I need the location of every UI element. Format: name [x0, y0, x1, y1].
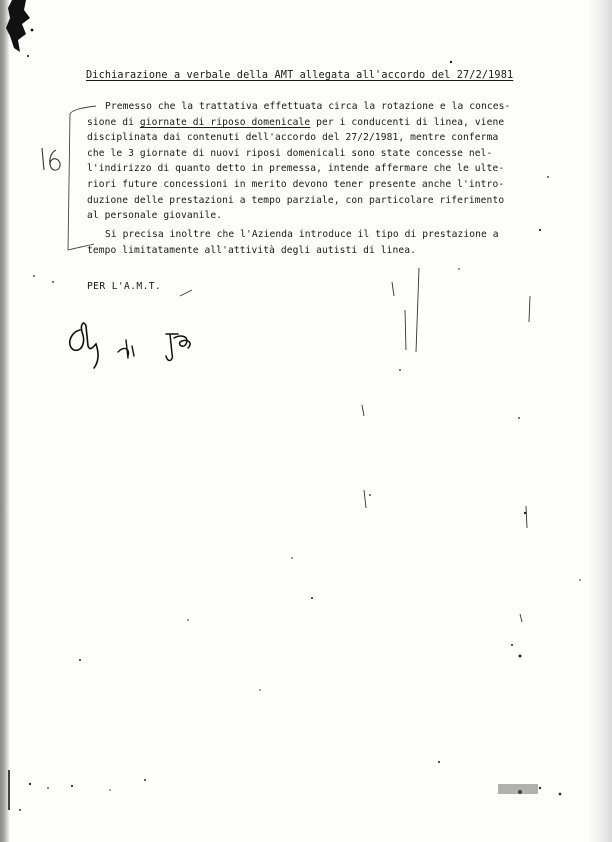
paragraph-1-line: disciplinata dai contenuti dell'accordo del 27/2/1981, mentre conferma	[87, 132, 499, 144]
scan-noise-bottom	[0, 760, 612, 842]
paragraph-1-line: che le 3 giornate di nuovi riposi domenicali sono state concesse nel-	[87, 147, 493, 159]
paragraph-1-line: sione di giornate di riposo domenicale per i conducenti di linea, viene	[87, 116, 505, 128]
paragraph-1-line: duzione delle prestazioni a tempo parziale, con particolare riferimento	[87, 194, 505, 206]
paragraph-1	[87, 99, 527, 224]
paragraph-1-line: Premesso che la trattativa effettuata circa la rotazione e la conces-	[105, 101, 511, 112]
paragraph-1-line: al personale giovanile.	[87, 210, 223, 222]
signatory-label: PER L'A.M.T.	[87, 281, 162, 292]
paragraph-1-line: l'indirizzo di quanto detto in premessa, intende affermare che le ulte-	[87, 163, 505, 175]
document-title: Dichiarazione a verbale della AMT allegata all'accordo del 27/2/1981	[86, 70, 514, 81]
ink-blot-top-left	[4, 0, 38, 70]
paragraph-2	[87, 227, 537, 258]
paragraph-2-line: tempo limitatamente all'attività degli autisti di linea.	[87, 244, 417, 256]
scan-shadow-right	[588, 0, 612, 842]
paragraph-1-line: riori future concessioni in merito devono tener presente anche l'intro-	[87, 178, 505, 190]
underlined-phrase: giornate di riposo domenicale	[139, 116, 311, 128]
handwritten-signature	[62, 316, 212, 376]
paragraph-2-line: Si precisa inoltre che l'Azienda introduce il tipo di prestazione a	[105, 229, 499, 240]
scan-shadow-left	[0, 0, 10, 842]
handwritten-margin-number	[36, 140, 70, 180]
